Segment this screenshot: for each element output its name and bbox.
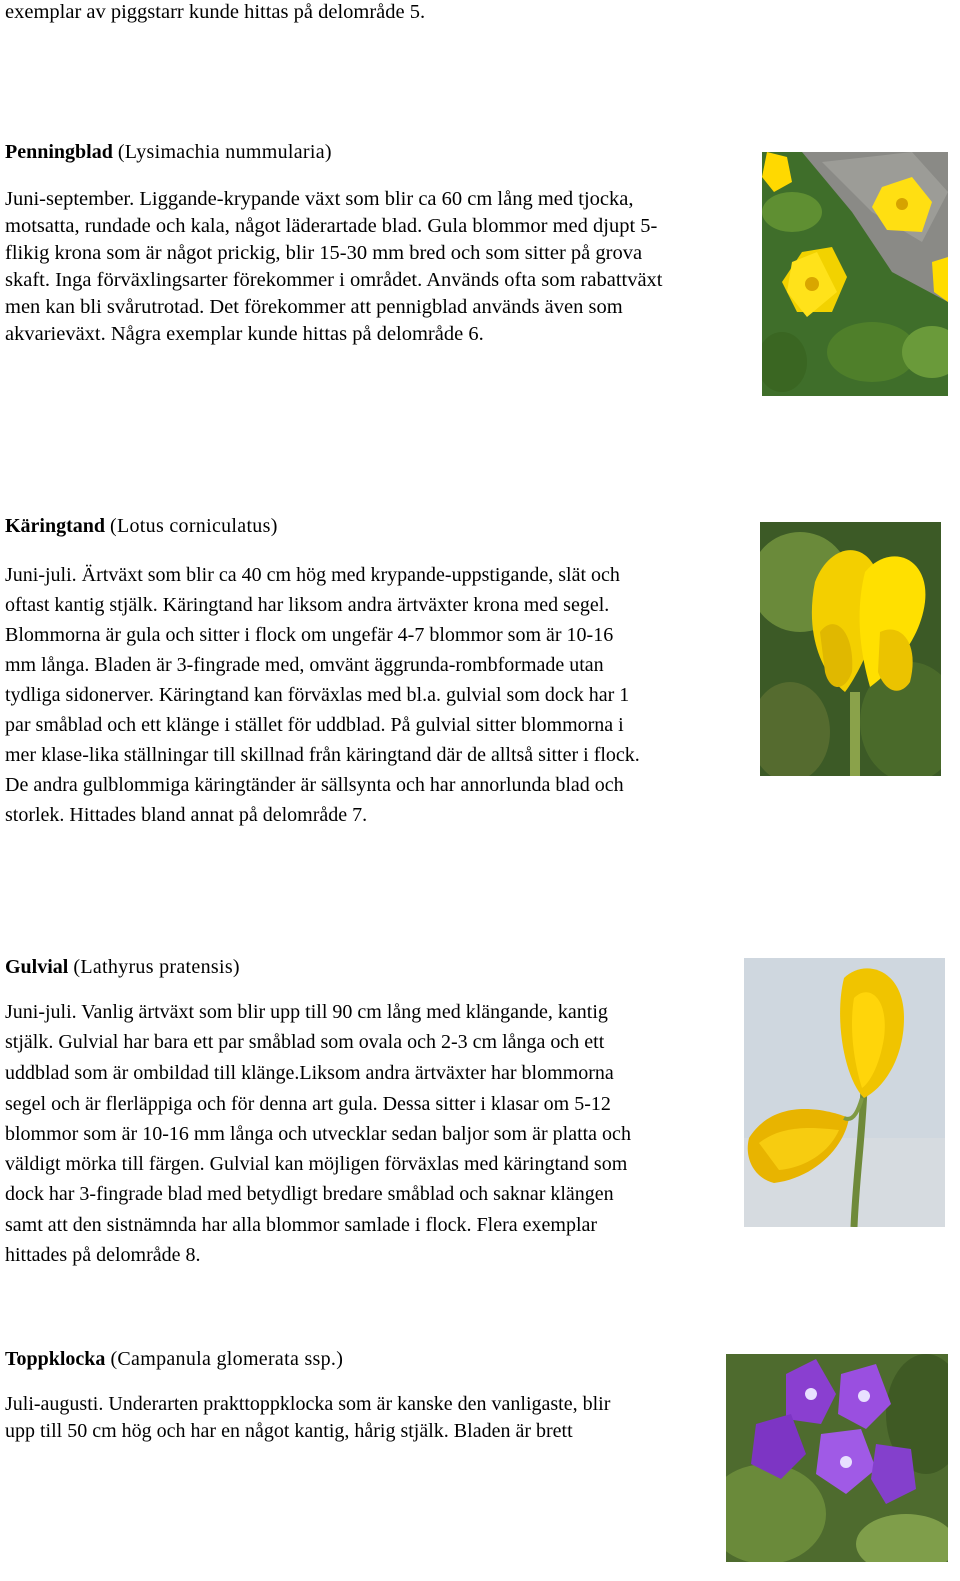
text-line: stjälk. Gulvial har bara ett par småblad som ovala och 2-3 cm långa och ett bbox=[5, 1031, 605, 1053]
karingtand-photo bbox=[760, 522, 941, 776]
text-line: segel och är flerläppiga och för denna art gula. Dessa sitter i klasar om 5-12 bbox=[5, 1093, 611, 1115]
text-line: flikig krona som är något prickig, blir 15-30 mm bred och som sitter på grova bbox=[5, 242, 643, 264]
text-line: men kan bli svårutrotad. Det förekommer att pennigblad används även som bbox=[5, 296, 623, 318]
latin-name: (Lysimachia nummularia) bbox=[117, 141, 332, 163]
gulvial-photo bbox=[744, 958, 945, 1227]
text-line: uddblad som är ombildad till klänge.Liksom andra ärtväxter har blommorna bbox=[5, 1062, 614, 1084]
text-line: motsatta, rundade och kala, något läderartade blad. Gula blommor med djupt 5- bbox=[5, 215, 658, 237]
text-line: samt att den sistnämnda har alla blommor samlade i flock. Flera exemplar bbox=[5, 1214, 598, 1236]
text-line: par småblad och ett klänge i stället för uddblad. På gulvial sitter blommorna i bbox=[5, 714, 624, 736]
common-name: Toppklocka bbox=[5, 1348, 106, 1370]
text-line: hittades på delområde 8. bbox=[5, 1244, 201, 1266]
latin-name: (Campanula glomerata ssp.) bbox=[110, 1348, 344, 1370]
text-line: blommor som är 10-16 mm långa och utvecklar sedan baljor som är platta och bbox=[5, 1123, 631, 1145]
text-line: akvarieväxt. Några exemplar kunde hittas på delområde 6. bbox=[5, 323, 484, 345]
species-heading-toppklocka bbox=[5, 1348, 343, 1371]
text-line: Juni-september. Liggande-krypande växt som blir ca 60 cm lång med tjocka, bbox=[5, 188, 634, 210]
text-line: Juni-juli. Vanlig ärtväxt som blir upp till 90 cm lång med klängande, kantig bbox=[5, 1001, 608, 1023]
common-name: Penningblad bbox=[5, 141, 113, 163]
species-heading-penningblad bbox=[5, 141, 332, 164]
penningblad-photo bbox=[762, 152, 948, 396]
common-name: Käringtand bbox=[5, 515, 106, 537]
latin-name: (Lotus corniculatus) bbox=[110, 515, 278, 537]
text-line: mer klase-lika ställningar till skillnad från käringtand där de alltså sitter i flock. bbox=[5, 744, 640, 766]
text-line: Juli-augusti. Underarten prakttoppklocka som är kanske den vanligaste, blir bbox=[5, 1393, 611, 1415]
toppklocka-photo bbox=[726, 1354, 948, 1562]
text-line: Blommorna är gula och sitter i flock om ungefär 4-7 blommor som är 10-16 bbox=[5, 624, 614, 646]
species-heading-karingtand bbox=[5, 515, 278, 538]
text-line: storlek. Hittades bland annat på delområde 7. bbox=[5, 804, 368, 826]
common-name: Gulvial bbox=[5, 956, 69, 978]
text-line: skaft. Inga förväxlingsarter förekommer i området. Används ofta som rabattväxt bbox=[5, 269, 663, 291]
continuation-line: exemplar av piggstarr kunde hittas på delområde 5. bbox=[5, 1, 426, 23]
latin-name: (Lathyrus pratensis) bbox=[73, 956, 240, 978]
species-heading-gulvial bbox=[5, 956, 240, 979]
text-line: oftast kantig stjälk. Käringtand har liksom andra ärtväxter krona med segel. bbox=[5, 594, 610, 616]
text-line: upp till 50 cm hög och har en något kantig, hårig stjälk. Bladen är brett bbox=[5, 1420, 573, 1442]
text-line: dock har 3-fingrade blad med betydligt bredare småblad och saknar klängen bbox=[5, 1183, 614, 1205]
text-line: väldigt mörka till färgen. Gulvial kan möjligen förväxlas med käringtand som bbox=[5, 1153, 628, 1175]
text-line: tydliga sidonerver. Käringtand kan förväxlas med bl.a. gulvial som dock har 1 bbox=[5, 684, 630, 706]
text-line: mm långa. Bladen är 3-fingrade med, omvänt äggrunda-rombformade utan bbox=[5, 654, 604, 676]
text-line: De andra gulblommiga käringtänder är sällsynta och har annorlunda blad och bbox=[5, 774, 624, 796]
text-line: Juni-juli. Ärtväxt som blir ca 40 cm hög med krypande-uppstigande, slät och bbox=[5, 564, 620, 586]
